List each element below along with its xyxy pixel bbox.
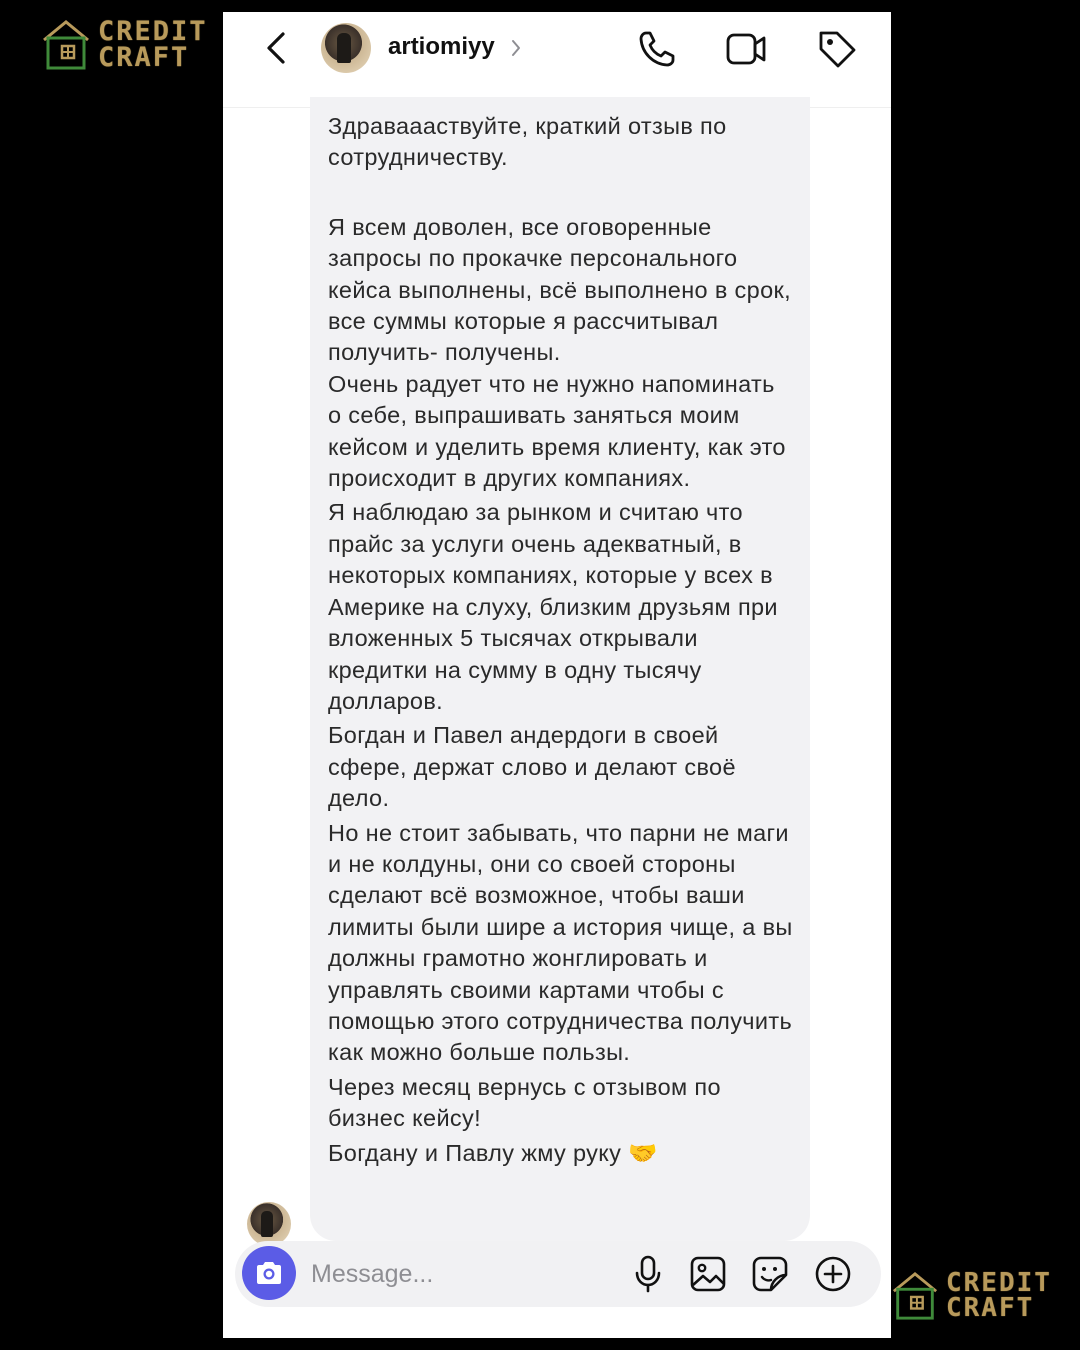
brand-line-1: CREDIT: [946, 1268, 1052, 1298]
chevron-right-icon[interactable]: [510, 38, 522, 58]
plus-circle-icon[interactable]: [814, 1255, 852, 1293]
sticker-icon[interactable]: [751, 1255, 789, 1293]
message-input[interactable]: [309, 1255, 613, 1293]
phone-icon[interactable]: [637, 29, 677, 69]
brand-line-2: CRAFT: [946, 1293, 1035, 1323]
house-wallet-icon: [40, 18, 92, 72]
avatar[interactable]: [321, 23, 371, 73]
message-paragraph: Я всем доволен, все оговоренные запросы по прокачке персонального кейса выполнены, всё выполнено в срок, все суммы которые я рассчитывал получить- получены. Очень радует что не нужно напоминать о себе, выпрашивать заняться моим кейсом и уделить время клиенту, как это происходит в других компаниях.: [328, 213, 792, 492]
tag-icon[interactable]: [817, 29, 857, 69]
message-bubble[interactable]: [310, 97, 810, 1241]
microphone-icon[interactable]: [633, 1255, 663, 1293]
message-paragraph: Я наблюдаю за рынком и считаю что прайс за услуги очень адекватный, в некоторых компаниях, которые у всех в Америке на слуху, близким друзьям при вложенных 5 тысячах открывали кредитки на сумму в одну тысячу долларов.: [328, 499, 785, 714]
house-wallet-icon: [890, 1270, 940, 1322]
sender-avatar[interactable]: [247, 1202, 291, 1246]
message-paragraph: Через месяц вернусь с отзывом по бизнес кейсу!: [328, 1073, 728, 1132]
username[interactable]: artiomiyy: [388, 33, 495, 60]
chevron-left-icon[interactable]: [263, 30, 293, 66]
message-composer: [235, 1241, 881, 1307]
brand-logo-top: [40, 18, 208, 72]
video-icon[interactable]: [725, 30, 767, 68]
message-paragraph: Богдан и Павел андердоги в своей сфере, держат слово и делают своё дело.: [328, 722, 743, 812]
gallery-icon[interactable]: [689, 1255, 727, 1293]
brand-logo-bottom: [890, 1270, 1052, 1322]
dm-screen: [223, 12, 891, 1338]
message-paragraph: Здраваааствуйте, краткий отзыв по сотрудничеству.: [328, 113, 734, 171]
chat-header: [223, 12, 891, 108]
brand-line-1: CREDIT: [98, 16, 208, 47]
message-paragraph: Богдану и Павлу жму руку 🤝: [328, 1139, 658, 1166]
message-paragraph: Но не стоит забывать, что парни не маги и не колдуны, они со своей стороны сделают всё возможное, чтобы ваши лимиты были шире а история чище, а вы должны грамотно жонглировать и управлять своими картами чтобы с помощью этого сотрудничества получить как можно больше пользы.: [328, 819, 800, 1066]
brand-line-2: CRAFT: [98, 42, 190, 73]
camera-icon: [254, 1260, 284, 1286]
camera-button[interactable]: [242, 1246, 296, 1300]
